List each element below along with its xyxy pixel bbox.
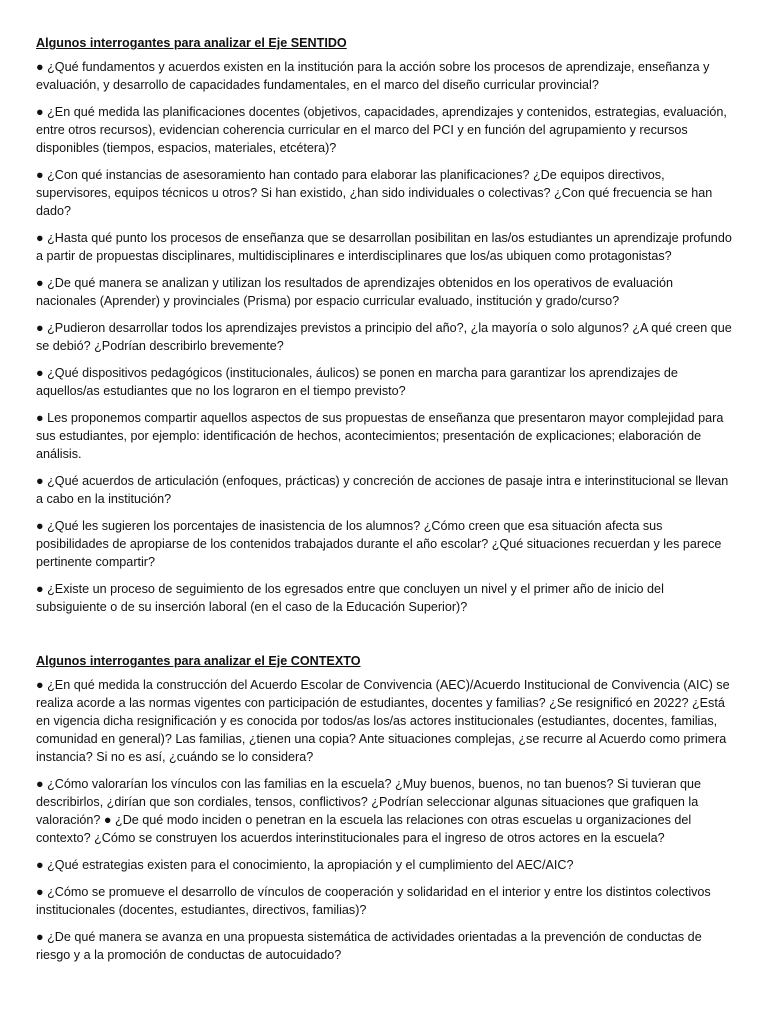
section-title: Algunos interrogantes para analizar el Eje CONTEXTO [36, 654, 361, 668]
question-item: ● ¿Existe un proceso de seguimiento de los egresados entre que concluyen un nivel y el primer año de inicio del subsiguiente o de su inserción laboral (en el caso de la Educación Superior)? [36, 582, 664, 614]
question-item: ● ¿Hasta qué punto los procesos de enseñanza que se desarrollan posibilitan en las/os estudiantes un aprendizaje profundo a partir de propuestas disciplinares, multidisciplinares e interdisciplinares que los/as ubiquen como protagonistas? [36, 231, 732, 263]
question-item: ● ¿Cómo valorarían los vínculos con las familias en la escuela? ¿Muy buenos, buenos, no tan buenos? Si tuvieran que describirlos, ¿dirían que son cordiales, tensos, conflictivos? ¿Podrían seleccionar algunas situaciones que grafiquen la valoración? ● ¿De qué modo inciden o penetran en la escuela las relaciones con otras escuelas u organizaciones del contexto? ¿Cómo se construyen los acuerdos interinstitucionales para el ingreso de otros actores en la escuela? [36, 777, 701, 845]
question-item: ● ¿Pudieron desarrollar todos los aprendizajes previstos a principio del año?, ¿la mayoría o solo algunos? ¿A qué creen que se debió? ¿Podrían describirlo brevemente? [36, 321, 732, 353]
section-contexto [36, 652, 732, 964]
question-item: ● ¿Qué les sugieren los porcentajes de inasistencia de los alumnos? ¿Cómo creen que esa situación afecta sus posibilidades de apropiarse de los contenidos trabajados durante el año escolar? ¿Qué situaciones recuerdan y les parece pertinente compartir? [36, 519, 722, 569]
document-page [36, 34, 732, 973]
question-item: ● ¿En qué medida la construcción del Acuerdo Escolar de Convivencia (AEC)/Acuerdo Institucional de Convivencia (AIC) se realiza acorde a las normas vigentes con participación de estudiantes, docentes y familias? ¿Se resignificó en 2022? ¿Está en vigencia dicha resignificación y es conocida por todos/as los/as actores institucionales (estudiantes, docentes, familias, comunidad en general)? Las familias, ¿tienen una copia? Ante situaciones complejas, ¿se recurre al Acuerdo como primera instancia? Si no es así, ¿cuándo se lo considera? [36, 678, 730, 764]
question-item: ● ¿En qué medida las planificaciones docentes (objetivos, capacidades, aprendizajes y contenidos, estrategias, evaluación, entre otros recursos), evidencian coherencia curricular en el marco del PCI y en función del agrupamiento y recursos disponibles (tiempos, espacios, materiales, etcétera)? [36, 105, 727, 155]
question-item: ● ¿Cómo se promueve el desarrollo de vínculos de cooperación y solidaridad en el interior y entre los distintos colectivos institucionales (docentes, estudiantes, directivos, familias)? [36, 885, 711, 917]
question-item: ● ¿Qué fundamentos y acuerdos existen en la institución para la acción sobre los procesos de aprendizaje, enseñanza y evaluación, y desarrollo de capacidades fundamentales, en el marco del diseño curricular provincial? [36, 60, 710, 92]
question-item: ● ¿Qué acuerdos de articulación (enfoques, prácticas) y concreción de acciones de pasaje intra e interinstitucional se llevan a cabo en la institución? [36, 474, 729, 506]
question-item: ● ¿Con qué instancias de asesoramiento han contado para elaborar las planificaciones? ¿De equipos directivos, supervisores, equipos técnicos u otros? Si han existido, ¿han sido individuales o colectivas? ¿Con qué frecuencia se han dado? [36, 168, 713, 218]
section-title: Algunos interrogantes para analizar el Eje SENTIDO [36, 36, 347, 50]
section-spacer [36, 625, 732, 652]
question-item: ● ¿De qué manera se avanza en una propuesta sistemática de actividades orientadas a la prevención de conductas de riesgo y a la promoción de conductas de autocuidado? [36, 930, 702, 962]
section-sentido [36, 34, 732, 616]
question-item: ● ¿De qué manera se analizan y utilizan los resultados de aprendizajes obtenidos en los operativos de evaluación nacionales (Aprender) y provinciales (Prisma) por espacio curricular evaluado, institución y grado/curso? [36, 276, 673, 308]
question-item: ● ¿Qué estrategias existen para el conocimiento, la apropiación y el cumplimiento del AEC/AIC? [36, 858, 574, 872]
question-item: ● ¿Qué dispositivos pedagógicos (institucionales, áulicos) se ponen en marcha para garantizar los aprendizajes de aquellos/as estudiantes que no los lograron en el tiempo previsto? [36, 366, 678, 398]
question-item: ● Les proponemos compartir aquellos aspectos de sus propuestas de enseñanza que presentaron mayor complejidad para sus estudiantes, por ejemplo: identificación de hechos, acontecimientos; presentación de explicaciones; elaboración de análisis. [36, 411, 724, 461]
